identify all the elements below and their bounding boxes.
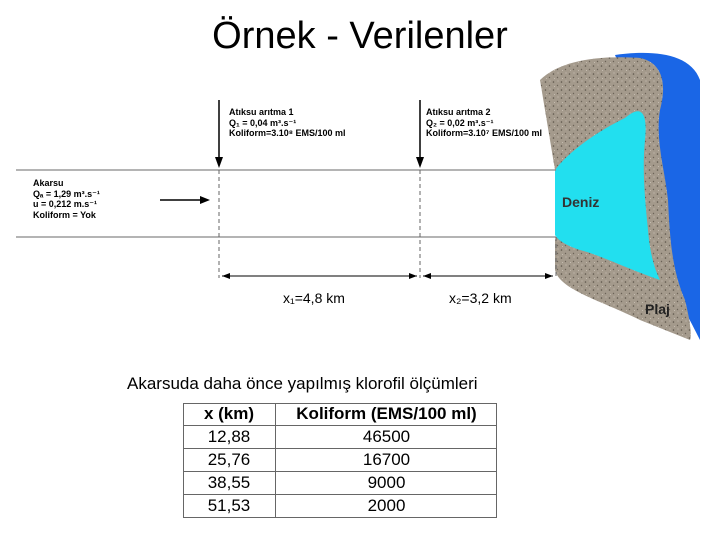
distance-x1: x₁=4,8 km (283, 290, 345, 306)
discharge2-label: Atıksu arıtma 2 Q₂ = 0,02 m³.s⁻¹ Koliform=3.10⁷ EMS/100 ml (426, 107, 543, 138)
table-frame (183, 403, 497, 518)
flow-arrowhead (200, 196, 210, 204)
cell-x: 51,53 (183, 495, 276, 518)
discharge1-label: Atıksu arıtma 1 Q₁ = 0,04 m³.s⁻¹ Koliform=3.10⁸ EMS/100 ml (229, 107, 346, 138)
page-title: Örnek - Verilenler (212, 15, 508, 57)
cell-x: 38,55 (183, 472, 276, 495)
discharge2-arrowhead (416, 157, 424, 168)
discharge1-arrowhead (215, 157, 223, 168)
cell-coliform: 16700 (276, 449, 498, 472)
sea-label: Deniz (562, 194, 600, 210)
river-label: Akarsu Qₐ = 1,29 m³.s⁻¹ u = 0,212 m.s⁻¹ Koliform = Yok (33, 178, 100, 220)
cell-x: 25,76 (183, 449, 276, 472)
cell-coliform: 9000 (276, 472, 498, 495)
cell-x: 12,88 (183, 426, 276, 449)
distance-x2: x₂=3,2 km (449, 290, 512, 306)
cell-coliform: 2000 (276, 495, 498, 518)
header-coliform: Koliform (EMS/100 ml) (276, 403, 498, 426)
table-caption: Akarsuda daha önce yapılmış klorofil ölçümleri (127, 374, 478, 393)
header-x: x (km) (183, 403, 276, 426)
cell-coliform: 46500 (276, 426, 498, 449)
beach-label: Plaj (645, 301, 670, 317)
